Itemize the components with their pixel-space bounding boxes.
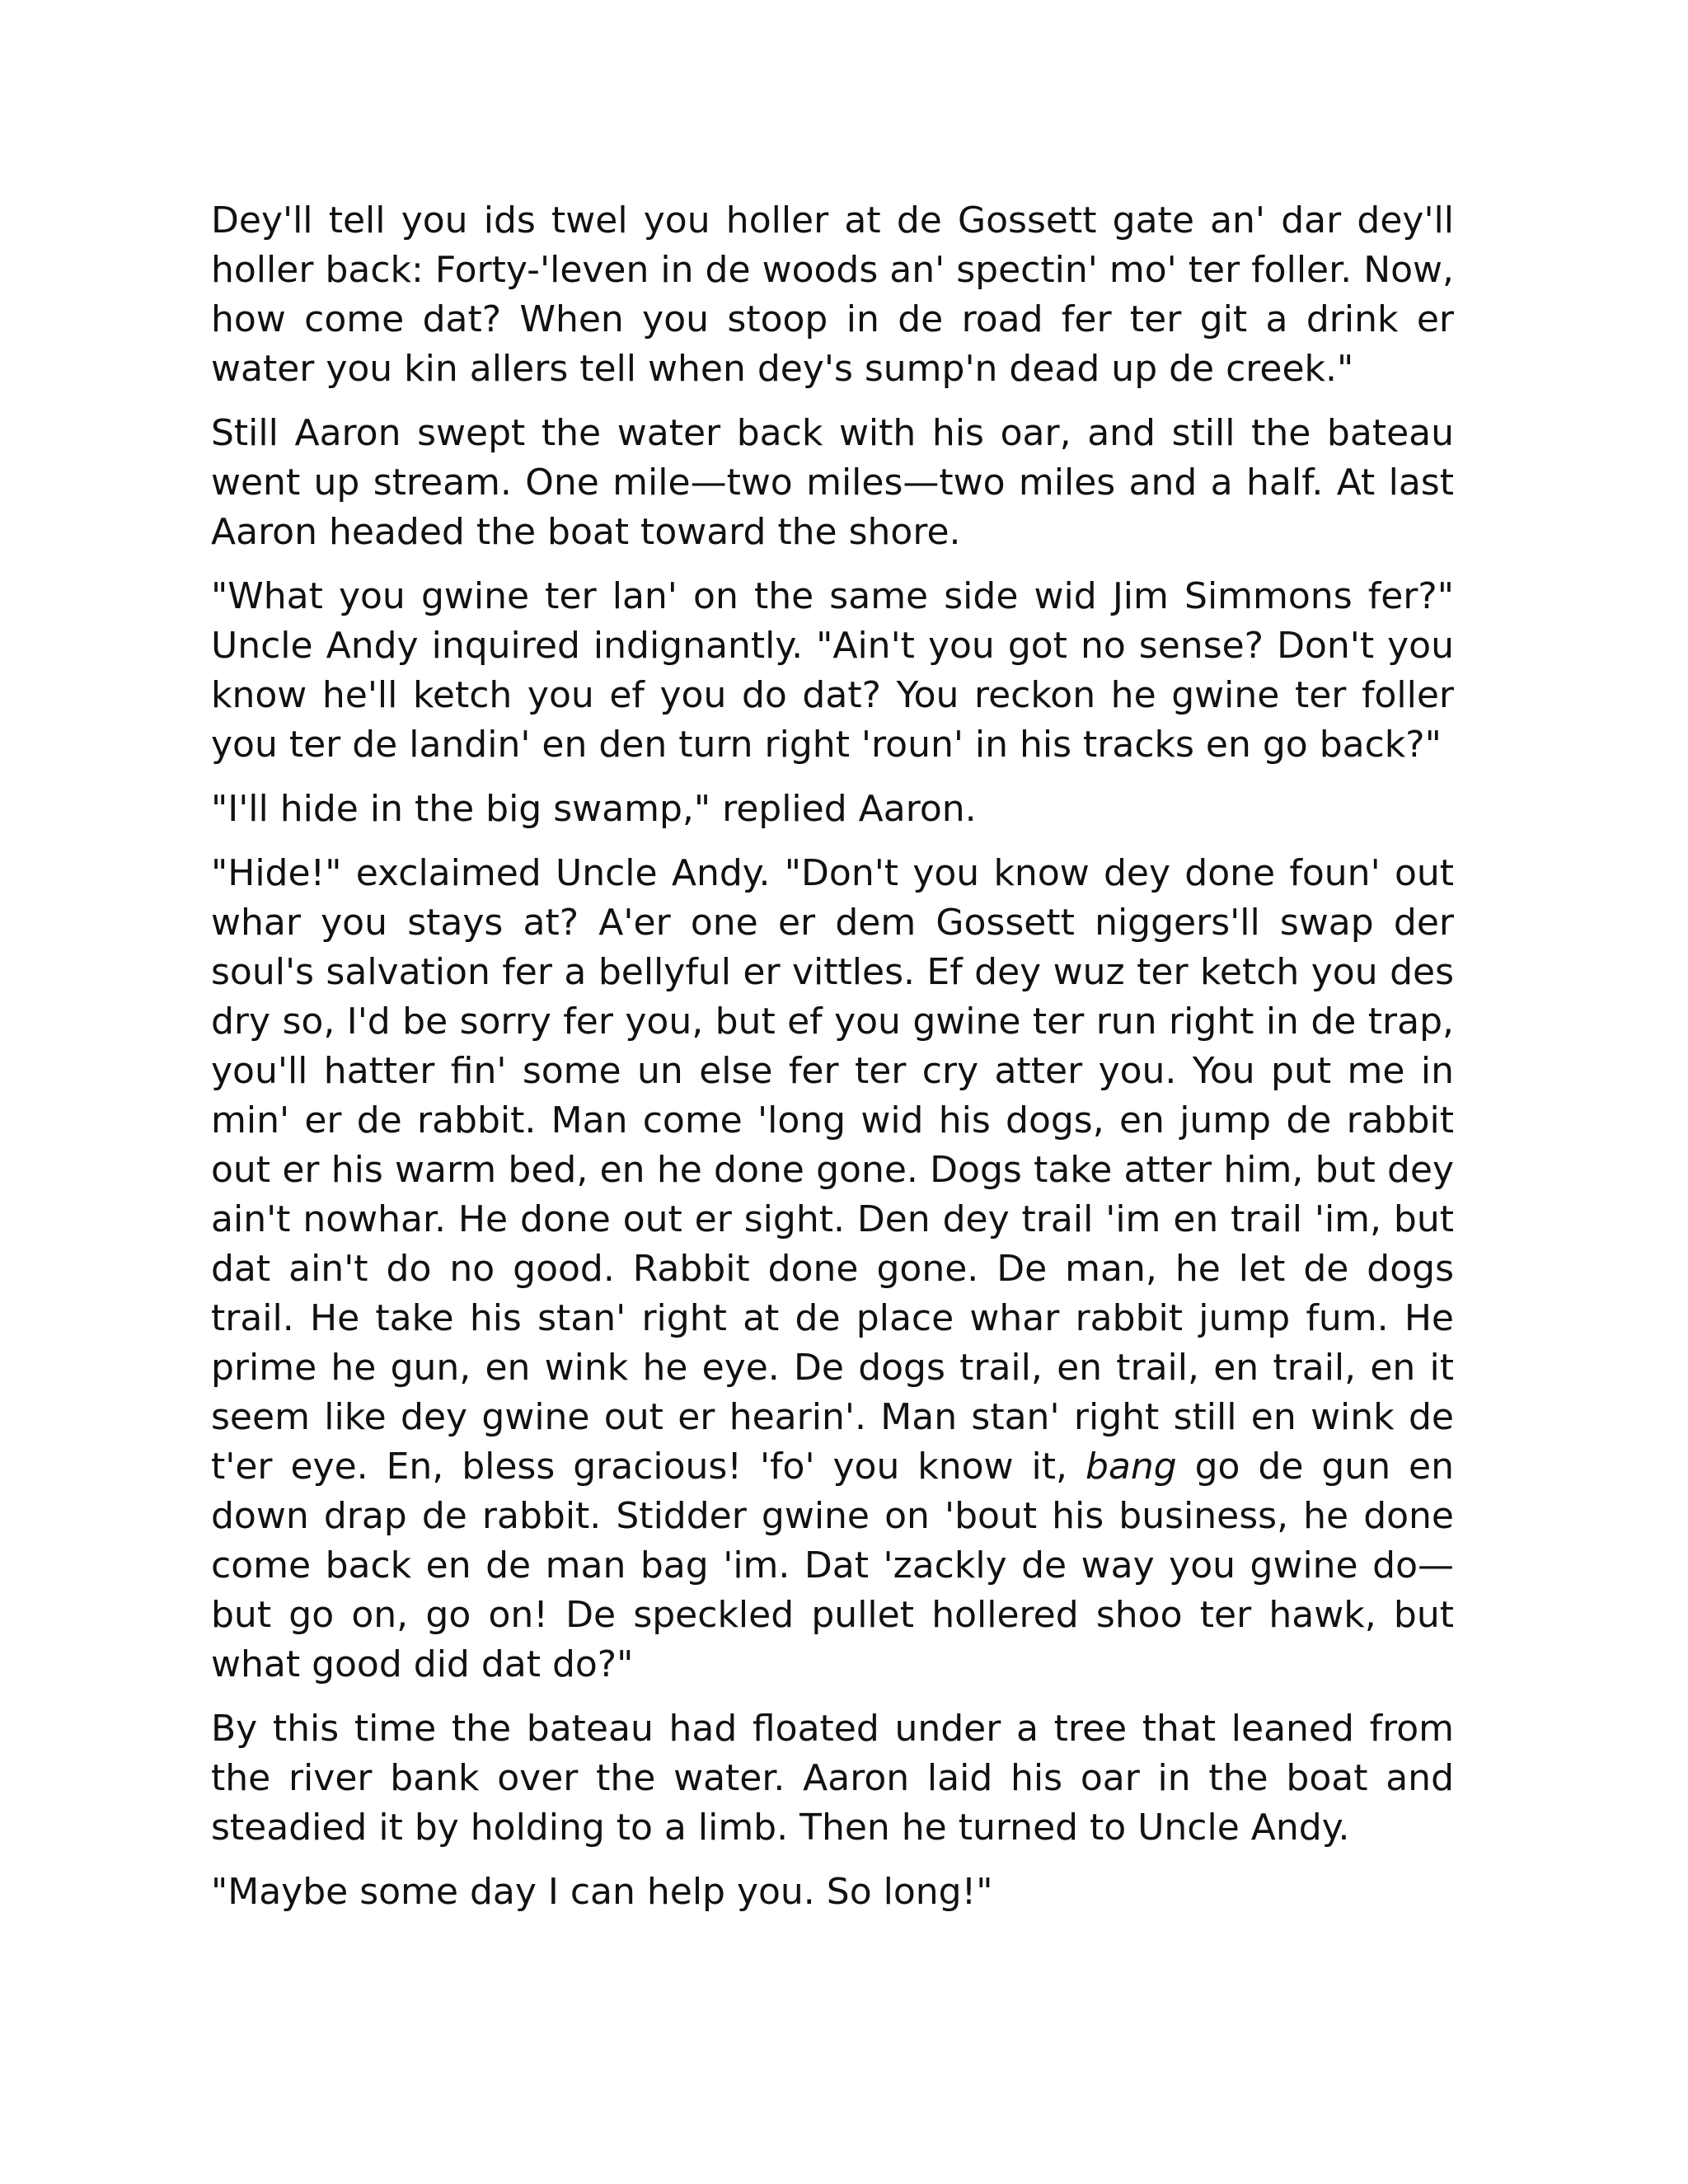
paragraph-6: By this time the bateau had floated under a tree that leaned from the river bank over the water. Aaron laid his oar in the boat and steadied it by holding to a limb. Then he turned to Uncle Andy. [211, 1708, 1454, 1849]
paragraph-3: "What you gwine ter lan' on the same side wid Jim Simmons fer?" Uncle Andy inquired indignantly. "Ain't you got no sense? Don't you know he'll ketch you ef you do dat? You reckon he gwine ter foller you ter de landin' en den turn right 'roun' in his tracks en go back?" [211, 575, 1454, 766]
paragraph-1: Dey'll tell you ids twel you holler at de Gossett gate an' dar dey'll holler back: Forty-'leven in de woods an' spectin' mo' ter foller. Now, how come dat? When you stoop in de road fer ter git a drink er water you kin allers tell when dey's sump'n dead up de creek." [211, 199, 1454, 390]
paragraph-5 [211, 849, 1454, 1690]
document-page [211, 196, 1454, 1932]
paragraph-5-italic-word: bang [1085, 1446, 1177, 1488]
paragraph-5-part-1: "Hide!" exclaimed Uncle Andy. "Don't you know dey done foun' out whar you stays at? A'er one er dem Gossett niggers'll swap der soul's salvation fer a bellyful er vittles. Ef dey wuz ter ketch you des dry so, I'd be sorry fer you, but ef you gwine ter run right in de trap, you'll hatter fin' some un else fer ter cry atter you. You put me in min' er de rabbit. Man come 'long wid his dogs, en jump de rabbit out er his warm bed, en he done gone. Dogs take atter him, but dey ain't nowhar. He done out er sight. Den dey trail 'im en trail 'im, but dat ain't do no good. Rabbit done gone. De man, he let de dogs trail. He take his stan' right at de place whar rabbit jump fum. He prime he gun, en wink he eye. De dogs trail, en trail, en trail, en it seem like dey gwine out er hearin'. Man stan' right still en wink de t'er eye. En, bless gracious! 'fo' you know it, [211, 852, 1454, 1488]
paragraph-4: "I'll hide in the big swamp," replied Aaron. [211, 788, 977, 830]
paragraph-5-part-2: go de gun en down drap de rabbit. Stidder gwine on 'bout his business, he done come back en de man bag 'im. Dat 'zackly de way you gwine do—but go on, go on! De speckled pullet hollered shoo ter hawk, but what good did dat do?" [211, 1446, 1454, 1685]
paragraph-7: "Maybe some day I can help you. So long!" [211, 1871, 993, 1913]
paragraph-2: Still Aaron swept the water back with his oar, and still the bateau went up stream. One mile—two miles—two miles and a half. At last Aaron headed the boat toward the shore. [211, 412, 1454, 553]
